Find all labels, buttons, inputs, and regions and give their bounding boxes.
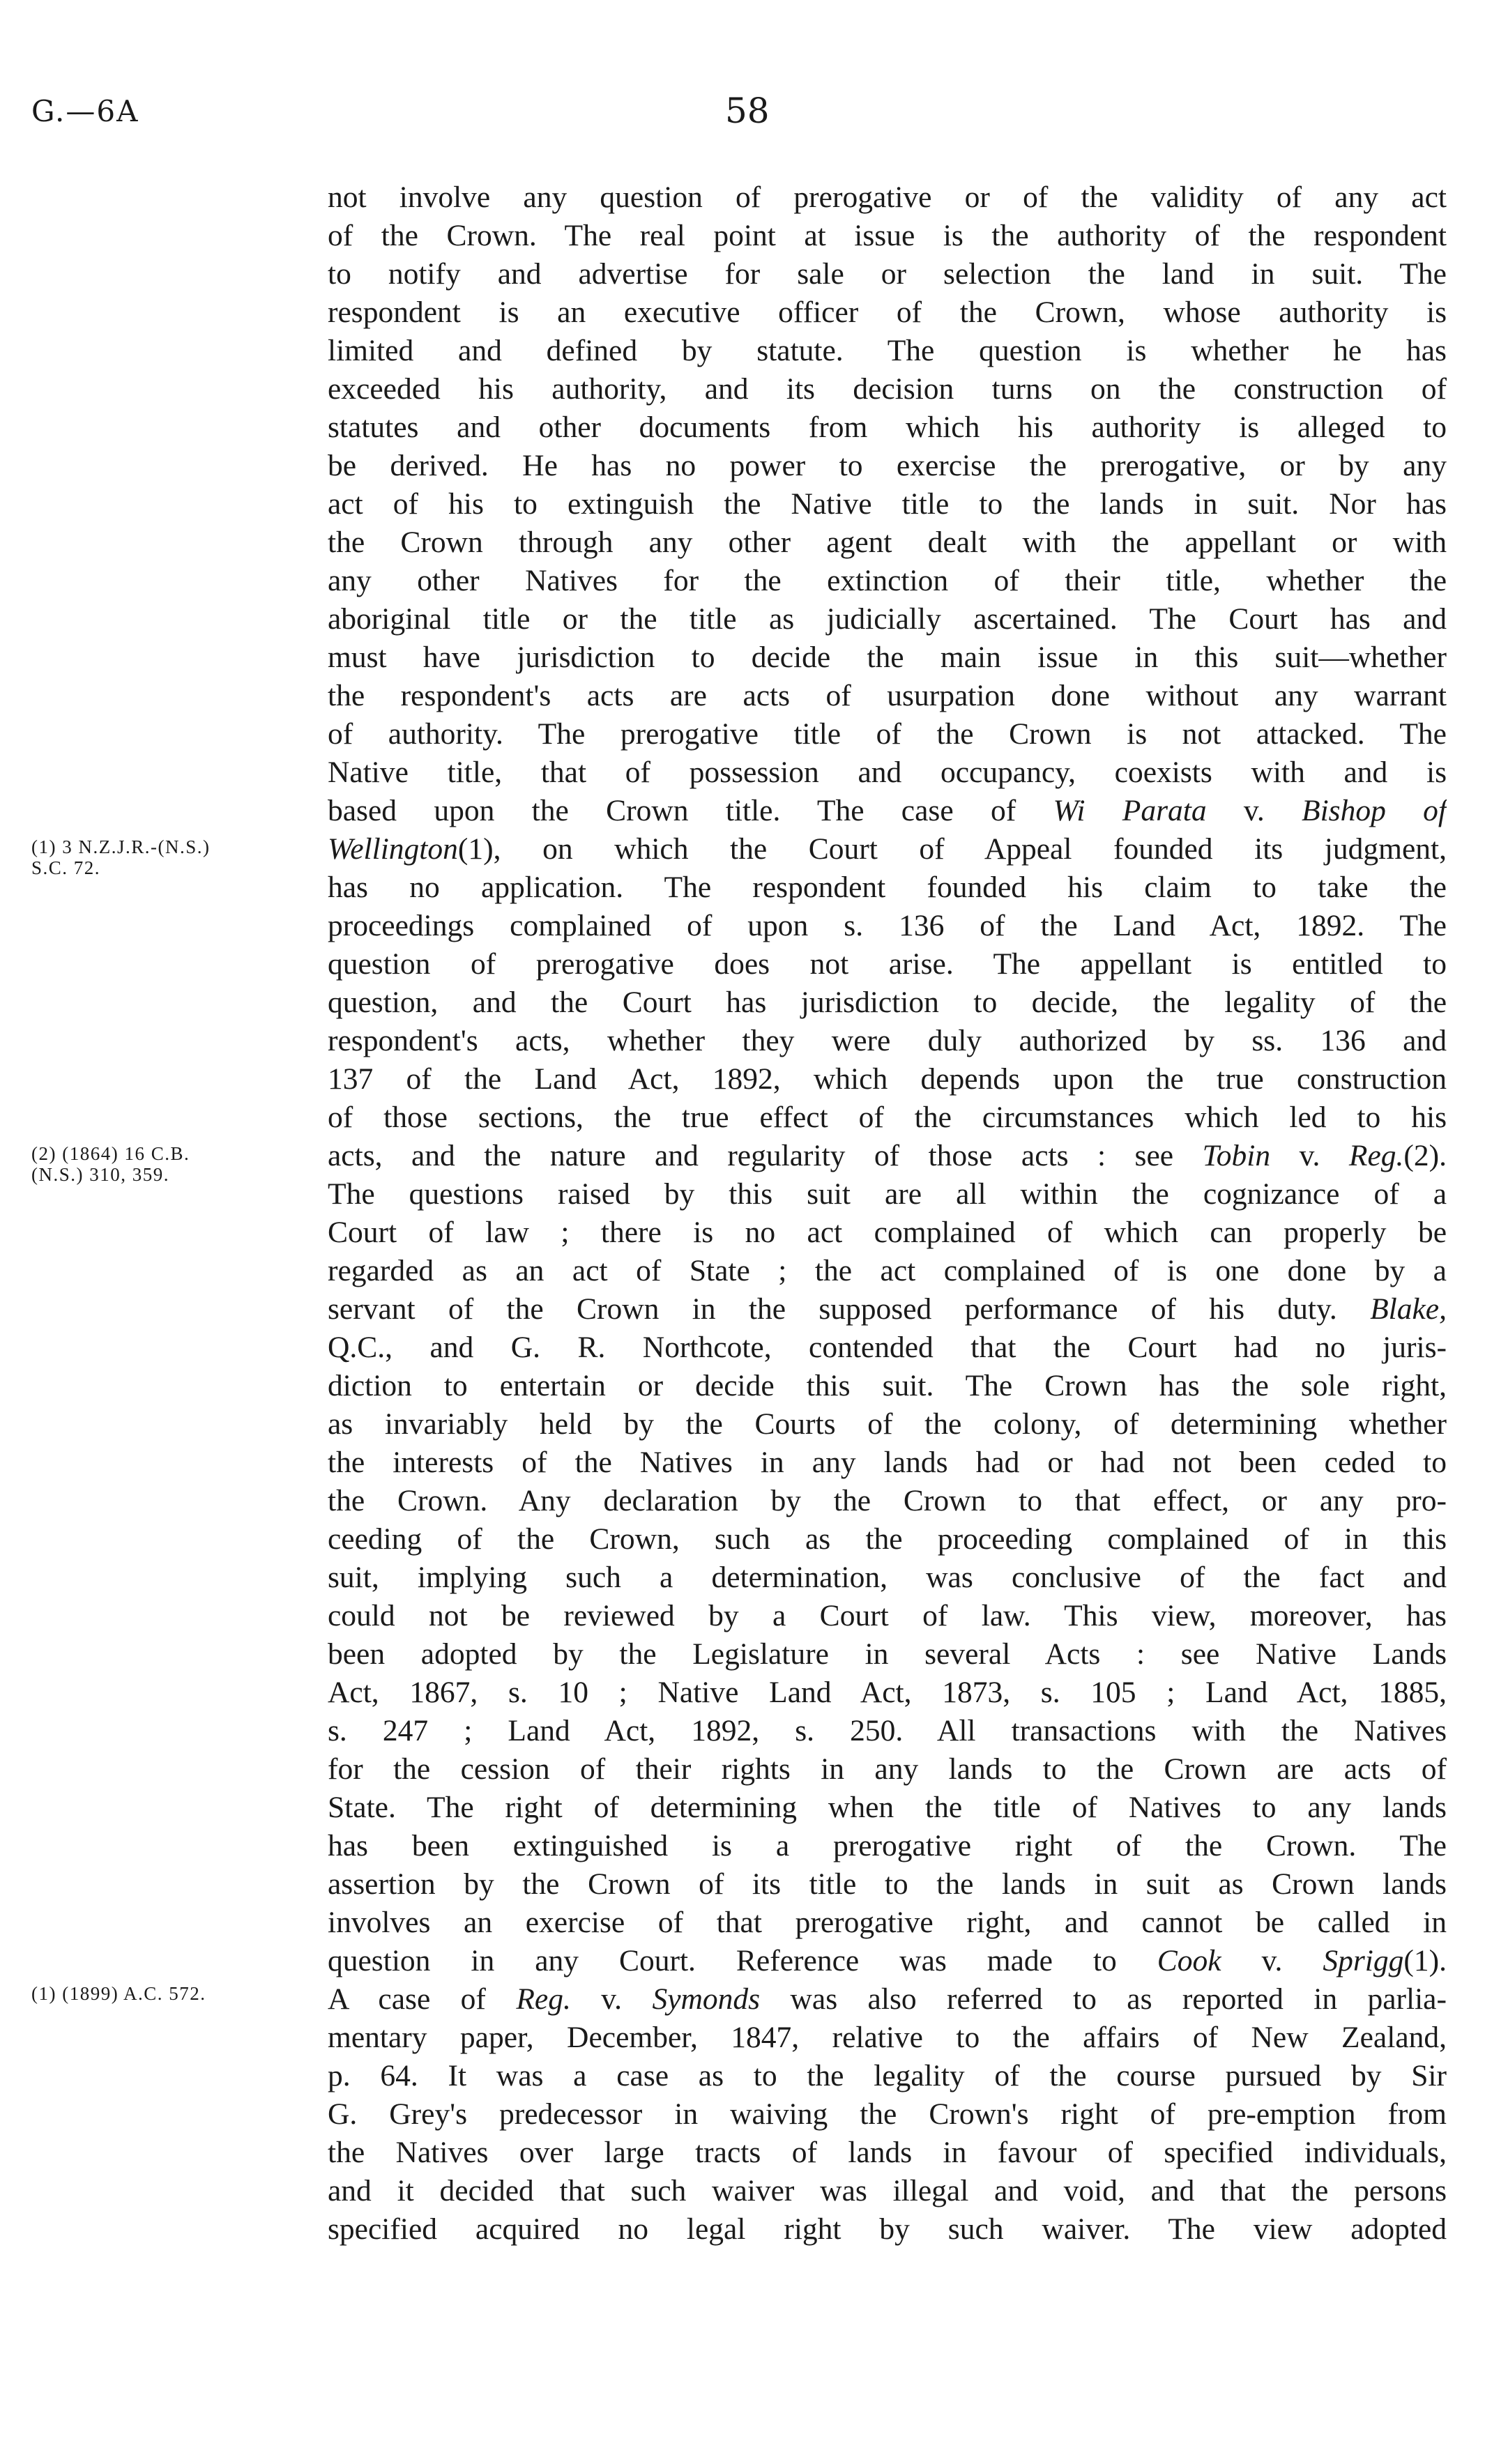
body-line: limited and defined by statute. The question is whether he has <box>328 334 1447 367</box>
body-line: involves an exercise of that prerogative right, and cannot be called in <box>328 1906 1447 1939</box>
body-line: Q.C., and G. R. Northcote, contended that the Court had no juris- <box>328 1331 1447 1364</box>
body-line: as invariably held by the Courts of the colony, of determining whether <box>328 1407 1447 1441</box>
body-line: State. The right of determining when the title of Natives to any lands <box>328 1791 1447 1824</box>
body-line: specified acquired no legal right by such waiver. The view adopted <box>328 2212 1447 2246</box>
body-line: been adopted by the Legislature in several Acts : see Native Lands <box>328 1637 1447 1671</box>
body-line: A case of Reg. v. Symonds was also referred to as reported in parlia- <box>328 1982 1447 2016</box>
body-line: could not be reviewed by a Court of law. This view, moreover, has <box>328 1599 1447 1632</box>
margin-note-1 <box>31 836 310 878</box>
body-line: has been extinguished is a prerogative right of the Crown. The <box>328 1829 1447 1862</box>
body-line: has no application. The respondent founded his claim to take the <box>328 871 1447 904</box>
body-text <box>328 178 1447 2249</box>
body-line: respondent is an executive officer of the Crown, whose authority is <box>328 296 1447 329</box>
body-line: Act, 1867, s. 10 ; Native Land Act, 1873, s. 105 ; Land Act, 1885, <box>328 1676 1447 1709</box>
body-line: the interests of the Natives in any lands had or had not been ceded to <box>328 1446 1447 1479</box>
body-line: question, and the Court has jurisdiction to decide, the legality of the <box>328 986 1447 1019</box>
body-line: question in any Court. Reference was made to Cook v. Sprigg(1). <box>328 1944 1447 1977</box>
body-line: s. 247 ; Land Act, 1892, s. 250. All transactions with the Natives <box>328 1714 1447 1747</box>
margin-note-3 <box>31 1983 310 2004</box>
body-line: Native title, that of possession and occupancy, coexists with and is <box>328 756 1447 789</box>
body-line: based upon the Crown title. The case of Wi Parata v. Bishop of <box>328 794 1447 827</box>
body-line: the Crown. Any declaration by the Crown to that effect, or any pro- <box>328 1484 1447 1517</box>
body-line: statutes and other documents from which his authority is alleged to <box>328 411 1447 444</box>
body-line: question of prerogative does not arise. The appellant is entitled to <box>328 947 1447 981</box>
body-line: proceedings complained of upon s. 136 of the Land Act, 1892. The <box>328 909 1447 942</box>
body-line: for the cession of their rights in any lands to the Crown are acts of <box>328 1752 1447 1786</box>
body-line: respondent's acts, whether they were duly authorized by ss. 136 and <box>328 1024 1447 1057</box>
body-line: mentary paper, December, 1847, relative to the affairs of New Zealand, <box>328 2021 1447 2054</box>
body-line: servant of the Crown in the supposed performance of his duty. Blake, <box>328 1292 1447 1326</box>
page-number: 58 <box>725 91 770 131</box>
body-line: regarded as an act of State ; the act complained of is one done by a <box>328 1254 1447 1287</box>
body-line: not involve any question of prerogative or of the validity of any act <box>328 181 1447 214</box>
body-line: the Crown through any other agent dealt with the appellant or with <box>328 526 1447 559</box>
body-line: diction to entertain or decide this suit. The Crown has the sole right, <box>328 1369 1447 1402</box>
body-line: p. 64. It was a case as to the legality of the course pursued by Sir <box>328 2059 1447 2092</box>
body-line: suit, implying such a determination, was conclusive of the fact and <box>328 1561 1447 1594</box>
body-line: act of his to extinguish the Native title to the lands in suit. Nor has <box>328 487 1447 521</box>
body-line: be derived. He has no power to exercise the prerogative, or by any <box>328 449 1447 482</box>
margin-note-2 <box>31 1143 310 1185</box>
body-line: aboriginal title or the title as judicially ascertained. The Court has and <box>328 602 1447 636</box>
body-line: assertion by the Crown of its title to the lands in suit as Crown lands <box>328 1867 1447 1901</box>
body-line: of authority. The prerogative title of the Crown is not attacked. The <box>328 717 1447 751</box>
body-line: acts, and the nature and regularity of those acts : see Tobin v. Reg.(2). <box>328 1139 1447 1172</box>
body-line: must have jurisdiction to decide the main issue in this suit—whether <box>328 641 1447 674</box>
body-line: of the Crown. The real point at issue is the authority of the respondent <box>328 219 1447 252</box>
body-line: to notify and advertise for sale or selection the land in suit. The <box>328 257 1447 291</box>
body-line: of those sections, the true effect of the circumstances which led to his <box>328 1101 1447 1134</box>
body-line: 137 of the Land Act, 1892, which depends upon the true construction <box>328 1062 1447 1096</box>
body-line: exceeded his authority, and its decision turns on the construction of <box>328 372 1447 406</box>
body-line: and it decided that such waiver was illegal and void, and that the persons <box>328 2174 1447 2207</box>
body-line: G. Grey's predecessor in waiving the Crown's right of pre-emption from <box>328 2097 1447 2131</box>
margin-note-line: (N.S.) 310, 359. <box>31 1164 169 1185</box>
body-line: Wellington(1), on which the Court of Appeal founded its judgment, <box>328 832 1447 866</box>
body-line: The questions raised by this suit are all within the cognizance of a <box>328 1177 1447 1211</box>
body-line: the respondent's acts are acts of usurpation done without any warrant <box>328 679 1447 712</box>
margin-note-line: (2) (1864) 16 C.B. <box>31 1143 190 1164</box>
body-line: any other Natives for the extinction of their title, whether the <box>328 564 1447 597</box>
page-reference: G.—6A <box>31 94 139 128</box>
body-line: ceeding of the Crown, such as the proceeding complained of in this <box>328 1522 1447 1556</box>
body-line: Court of law ; there is no act complained of which can properly be <box>328 1216 1447 1249</box>
margin-note-line: (1) (1899) A.C. 572. <box>31 1983 206 2004</box>
margin-note-line: (1) 3 N.Z.J.R.-(N.S.) <box>31 836 211 857</box>
body-line: the Natives over large tracts of lands in favour of specified individuals, <box>328 2136 1447 2169</box>
margin-note-line: S.C. 72. <box>31 857 101 878</box>
